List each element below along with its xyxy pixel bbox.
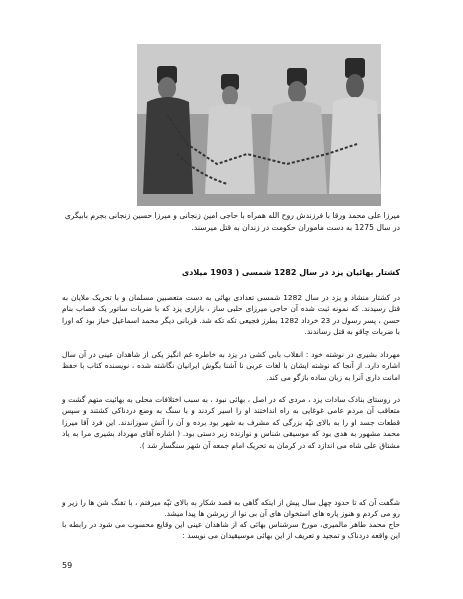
photo-caption: میرزا علی محمد ورقا با فرزندش روح الله همراه با حاجی امین زنجانی و میرزا حسین زنجانی بجرم بابیگری در سال 1275 به دست ماموران حکومت در زندان به قتل میرسند. xyxy=(64,211,400,232)
historical-photograph xyxy=(137,44,381,206)
section-heading: کشتار بهائیان یزد در سال 1282 شمسی ( 1903 میلادی xyxy=(181,268,400,277)
paragraph: مهرداد بشیری در نوشته خود : انقلاب بابی کشی در یزد به خاطره غم انگیز یکی از شاهدان عینی در آن سال اشاره دارد. از آنجا که نوشته ایشان با لغات عربی نا آشنا بگوش ایرانیان نگاشته شده ، نویسنده کتاب با حفظ امانت داری آنرا به زبان ساده بازگو می کند. xyxy=(62,350,400,382)
paragraph: در کشتار منشاد و یزد در سال 1282 شمسی تعدادی بهائی به دست متعصبین مسلمان و با تحریک ملایان به قتل رسیدند. که نمونه ثبت شده آن حاجی میرزای حلبی ساز ، بازاری یزد که با ضربات ساتور یک قصاب بنام حسن ، پسر رسول در 23 خرداد 1282 بطرز فجیعی تکه تکه شد. قربانی دیگر محمد اسماعیل خباز بود که اورا با ضربات چاقو به قتل رساندند. xyxy=(62,293,401,337)
paragraph: حاج محمد طاهر مالمیری، مورخ سرشناس بهائی که از شاهدان عینی این وقایع محسوب می شود در رابطه با این واقعه دردناک و تمجید و تعریف از این بهائی موسیقیدان می نویسد : xyxy=(62,520,400,541)
paragraph: شگفت آن که تا حدود چهل سال پیش از اینکه گاهی به قصد شکار به بالای تپّه میرفتم ، با تفنگ شن ها را زیر و رو می کردم و هنوز پاره های استخوان های آن بی نوا از زیرشن ها پیدا میشد. xyxy=(62,498,400,519)
paragraph: در روستای بنادک سادات یزد ، مردی که در اصل ، بهائی نبود ، به سبب اختلافات محلی به بهائیت متهم گشت و متعاقب آن مردم عامی غوغایی به راه انداختند او را اسیر کردند و با سنگ به وضع دردناکی کشتند و سپس قطعات جسد او را به بالای تپّه بزرگی که مشرف به شهر بود برده و آن را آتش سوزاندند. این فرد آقا میرزا محمد مشهور به هدی بود که موسیقی شناس و نوازنده زبر دستی بود. ( اشاره آقای مهرداد بشیری مرا به یاد مشتاق علی شاه می اندازد که در کرمان به تحریک امام جمعه آن شهر سنگسار شد ). xyxy=(62,395,400,450)
page-number: 59 xyxy=(62,561,73,570)
